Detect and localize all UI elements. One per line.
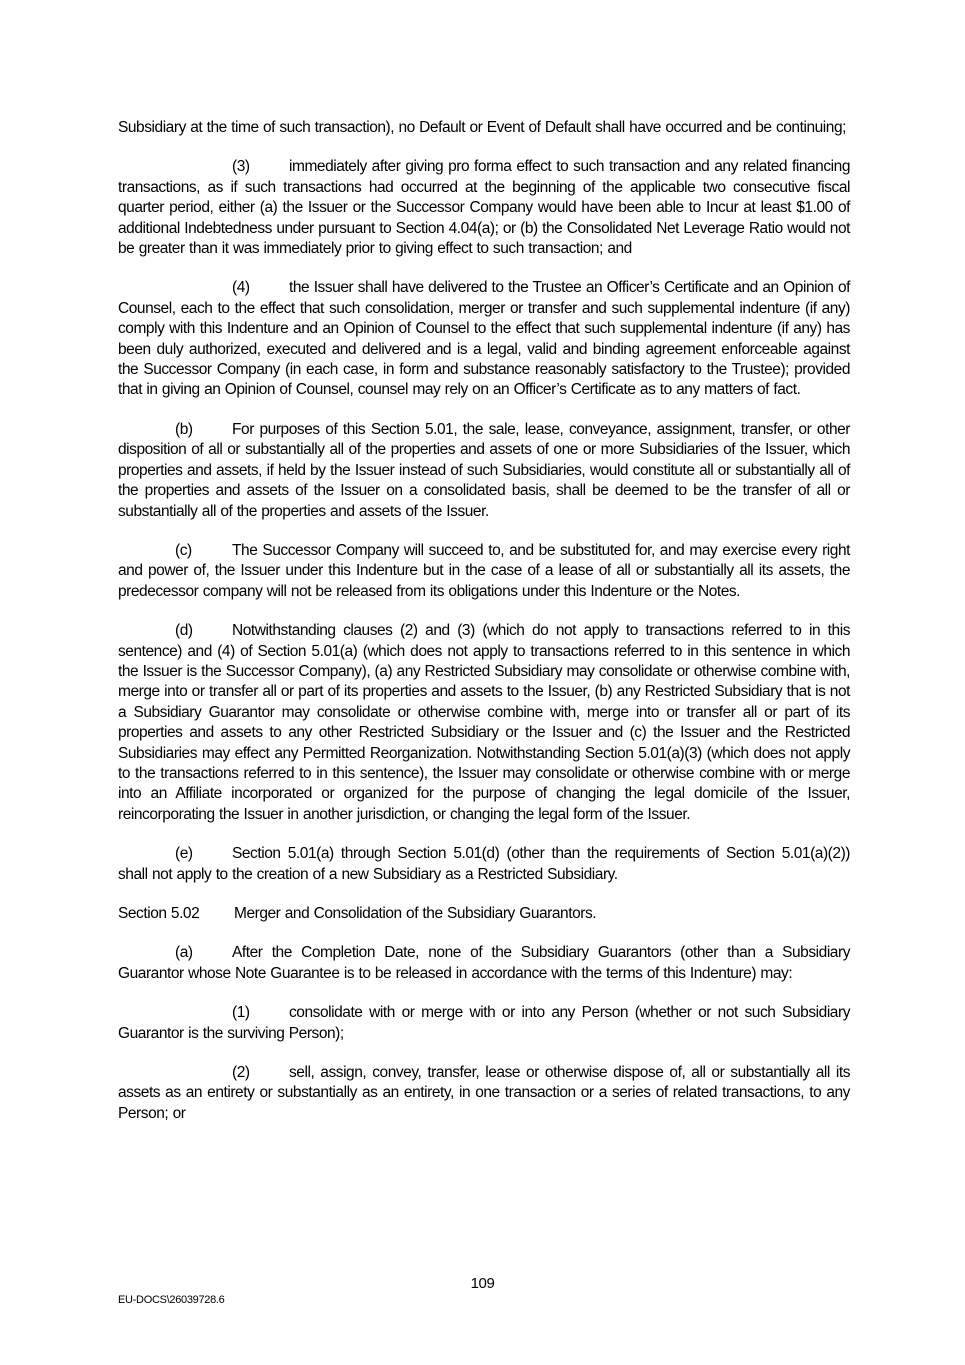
clause-label: (b) [175,420,193,438]
clause-text: The Successor Company will succeed to, and be substituted for, and may exercise every right and power of, the Issuer under this Indenture but in the case of a lease of all or substantially all its assets, the predecessor company will not be released from its obligations under this Indenture or the Notes. [118,541,850,600]
clause-label: (1) [232,1004,250,1022]
document-body [118,118,850,1143]
clause-a [118,943,850,984]
clause-3 [118,157,850,259]
clause-text: immediately after giving pro forma effect to such transaction and any related financing transactions, as if such transactions had occurred at the beginning of the applicable two consecutive fiscal quarter period, either (a) the Issuer or the Successor Company would have been able to Incur at least $1.00 of additional Indebtedness under pursuant to Section 4.04(a); or (b) the Consolidated Net Leverage Ratio would not be greater than it was immediately prior to giving effect to such transaction; and [118,158,850,258]
clause-label: (d) [175,622,193,640]
clause-4 [118,278,850,400]
page-number: 109 [470,1275,495,1292]
clause-text: sell, assign, convey, transfer, lease or otherwise dispose of, all or substantially all its assets as an entirety or substantially as an entirety, in one transaction or a series of related transactions, to any Person; or [118,1064,850,1122]
clause-label: (3) [232,158,250,176]
section-number: Section 5.02 [118,905,200,922]
document-id: EU-DOCS\26039728.6 [118,1294,225,1306]
clause-label: (c) [175,541,192,559]
clause-label: (4) [232,279,250,297]
paragraph-continuation [118,118,850,138]
clause-label: (a) [175,944,193,962]
clause-1 [118,1003,850,1044]
clause-label: (e) [175,845,193,863]
clause-text: For purposes of this Section 5.01, the sale, lease, conveyance, assignment, transfer, or other disposition of all or substantially all of the properties and assets of one or more Subsidiaries of the Issuer, which properties and assets, if held by the Issuer instead of such Subsidiaries, would constitute all or substantially all of the properties and assets of the Issuer on a consolidated basis, shall be deemed to be the transfer of all or substantially all of the properties and assets of the Issuer. [118,420,850,520]
clause-text: Notwithstanding clauses (2) and (3) (which do not apply to transactions referred to in this sentence) and (4) of Section 5.01(a) (which does not apply to transactions referred to in this sentence in which the Issuer is the Successor Company), (a) any Restricted Subsidiary may consolidate or otherwise combine with, merge into or transfer all or part of its properties and assets to the Issuer, (b) any Restricted Subsidiary that is not a Subsidiary Guarantor may consolidate or otherwise combine with, merge into or transfer all or part of its properties and assets to any other Restricted Subsidiary or the Issuer and (c) the Issuer and the Restricted Subsidiaries may effect any Permitted Reorganization. Notwithstanding Section 5.01(a)(3) (which does not apply to the transactions referred to in this sentence), the Issuer may consolidate or otherwise combine with or merge into an Affiliate incorporated or organized for the purpose of changing the legal domicile of the Issuer, reincorporating the Issuer in another jurisdiction, or changing the legal form of the Issuer. [118,622,850,823]
clause-label: (2) [232,1064,250,1082]
clause-text: the Issuer shall have delivered to the Trustee an Officer’s Certificate and an Opinion of Counsel, each to the effect that such consolidation, merger or transfer and such supplemental indenture (if any) comply with this Indenture and an Opinion of Counsel to the effect that such supplemental indenture (if any) has been duly authorized, executed and delivered and is a legal, valid and binding agreement enforceable against the Successor Company (in each case, in form and substance reasonably satisfactory to the Trustee); provided that in giving an Opinion of Counsel, counsel may rely on an Officer’s Certificate as to any matters of fact. [118,279,850,399]
clause-text: After the Completion Date, none of the Subsidiary Guarantors (other than a Subsidiary Guarantor whose Note Guarantee is to be released in accordance with the terms of this Indenture) may: [118,944,850,982]
clause-text: consolidate with or merge with or into any Person (whether or not such Subsidiary Guarantor is the surviving Person); [118,1004,850,1042]
clause-d [118,621,850,825]
section-heading [118,904,850,924]
paragraph-text: Subsidiary at the time of such transaction), no Default or Event of Default shall have occurred and be continuing; [118,119,846,136]
section-title: Merger and Consolidation of the Subsidiary Guarantors. [234,905,597,922]
clause-b [118,420,850,522]
clause-c [118,541,850,602]
clause-text: Section 5.01(a) through Section 5.01(d) (other than the requirements of Section 5.01(a)(2)) shall not apply to the creation of a new Subsidiary as a Restricted Subsidiary. [118,845,850,883]
clause-e [118,844,850,885]
clause-2 [118,1063,850,1124]
